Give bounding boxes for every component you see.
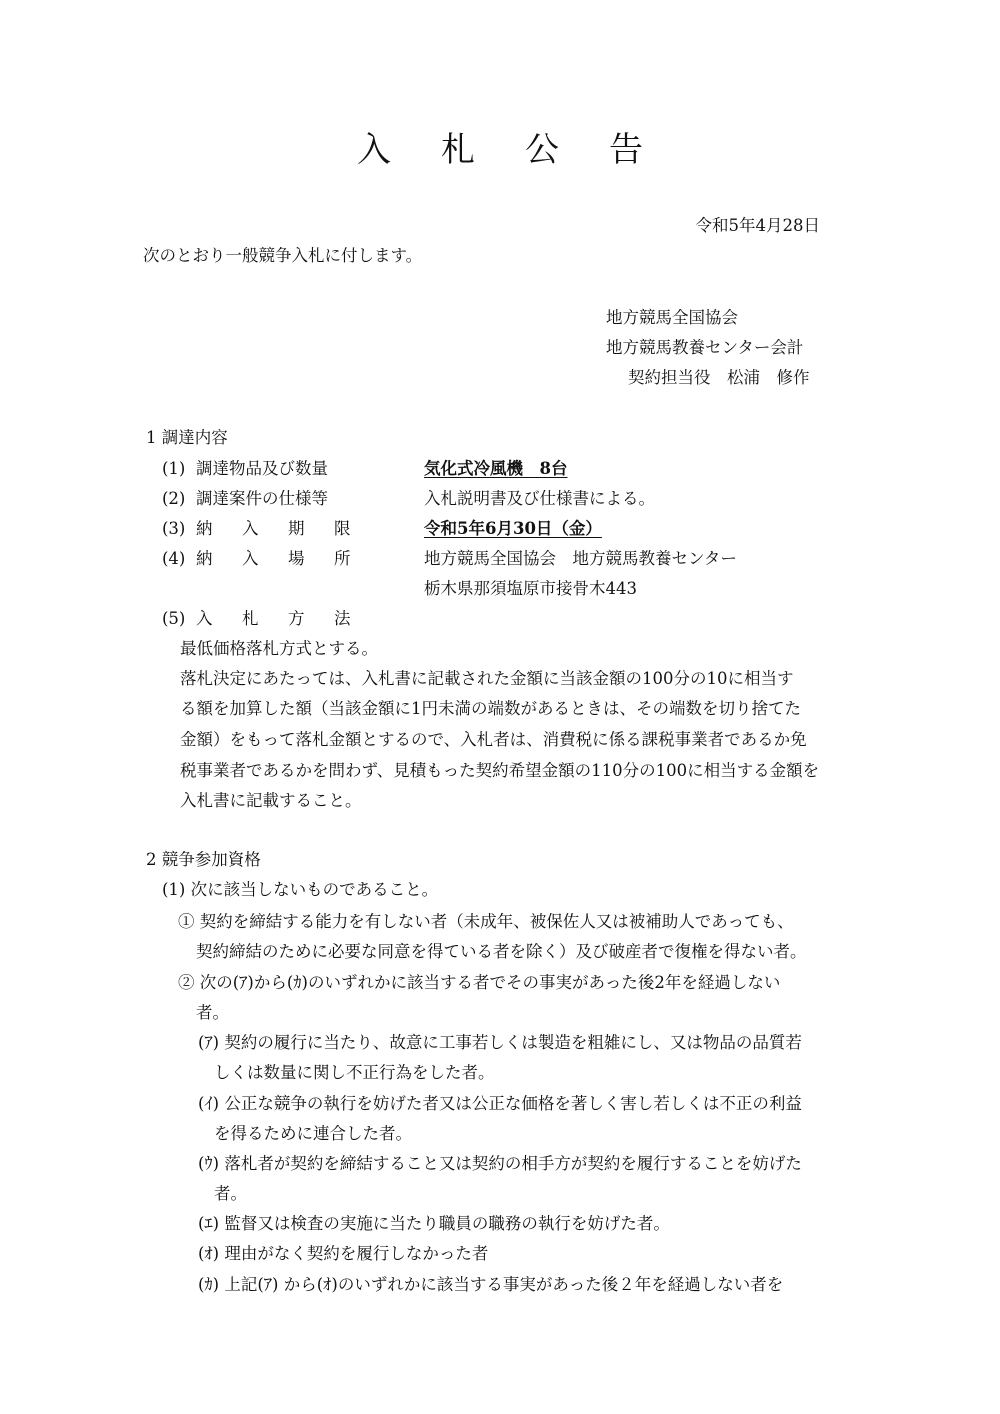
label-char: 場 (288, 549, 305, 568)
item-value: 入札説明書及び仕様書による。 (424, 489, 655, 508)
label-char: 限 (334, 519, 351, 538)
item-label (196, 519, 351, 539)
item-value-address: 栃木県那須塩原市接骨木443 (424, 579, 637, 598)
item-label (196, 609, 351, 629)
section2-heading: 2 競争参加資格 (146, 850, 261, 869)
label-char: 札 (242, 609, 259, 628)
item-label: 調達物品及び数量 (196, 459, 328, 478)
clause-o: (ｵ) 理由がなく契約を履行しなかった者 (198, 1244, 489, 1263)
label-char: 方 (288, 609, 305, 628)
label-char: 所 (334, 549, 351, 568)
clause-u-cont: 者。 (214, 1184, 247, 1203)
title-char: 告 (609, 130, 643, 170)
item-number: (3) (162, 519, 186, 538)
clause-a-cont: しくは数量に関し不正行為をした者。 (214, 1063, 495, 1082)
clause-i: (ｲ) 公正な競争の執行を妨げた者又は公正な価格を著しく害し若しくは不正の利益 (198, 1094, 802, 1113)
label-char: 納 (196, 549, 213, 568)
item-label: 調達案件の仕様等 (196, 489, 328, 508)
sub-item: ② 次の(ｱ)から(ｶ)のいずれかに該当する者でその事実があった後2年を経過しない (178, 973, 781, 992)
label-char: 納 (196, 519, 213, 538)
clause-u: (ｳ) 落札者が契約を締結すること又は契約の相手方が契約を履行することを妨げた (198, 1154, 802, 1173)
item-number: (5) (162, 609, 186, 628)
label-char: 入 (196, 609, 213, 628)
item-value: 気化式冷風機 8台 (424, 459, 568, 478)
issuer-org: 地方競馬全国協会 (606, 308, 738, 327)
paragraph-line: る額を加算した額（当該金額に1円未満の端数があるときは、その端数を切り捨てた (180, 699, 801, 718)
clause-ka: (ｶ) 上記(ｱ) から(ｵ)のいずれかに該当する事実があった後２年を経過しない者を (198, 1275, 784, 1294)
title-char: 札 (441, 130, 475, 170)
issue-date: 令和5年4月28日 (695, 216, 820, 235)
title-char: 入 (357, 130, 391, 170)
label-char: 法 (334, 609, 351, 628)
section2-item1: (1) 次に該当しないものであること。 (162, 880, 439, 899)
sub-item-cont: 契約締結のために必要な同意を得ている者を除く）及び破産者で復権を得ない者。 (196, 942, 807, 961)
item-label (196, 549, 351, 569)
paragraph-line: 税事業者であるかを問わず、見積もった契約希望金額の110分の100に相当する金額を (180, 761, 820, 780)
item-number: (4) (162, 549, 186, 568)
label-char: 期 (288, 519, 305, 538)
item-number: (1) (162, 459, 186, 478)
sub-item-cont: 者。 (196, 1003, 229, 1022)
clause-i-cont: を得るために連合した者。 (214, 1124, 412, 1143)
label-char: 入 (242, 519, 259, 538)
paragraph-line: 金額）をもって落札金額とするので、入札者は、消費税に係る課税事業者であるか免 (180, 730, 807, 749)
intro-text: 次のとおり一般競争入札に付します。 (143, 246, 423, 265)
issuer-officer: 契約担当役 松浦 修作 (628, 368, 810, 387)
item-value: 地方競馬全国協会 地方競馬教養センター (424, 549, 737, 568)
title-char: 公 (525, 130, 559, 170)
issuer-accounting: 地方競馬教養センター会計 (606, 338, 804, 357)
item-value: 令和5年6月30日（金） (424, 519, 602, 538)
clause-a: (ｱ) 契約の履行に当たり、故意に工事若しくは製造を粗雑にし、又は物品の品質若 (198, 1033, 802, 1052)
paragraph-line: 落札決定にあたっては、入札書に記載された金額に当該金額の100分の10に相当す (180, 669, 794, 688)
clause-e: (ｴ) 監督又は検査の実施に当たり職員の職務の執行を妨げた者。 (198, 1214, 670, 1233)
section1-heading: 1 調達内容 (146, 428, 228, 447)
document-title (0, 128, 1000, 172)
method-line: 最低価格落札方式とする。 (180, 639, 378, 658)
label-char: 入 (242, 549, 259, 568)
sub-item: ① 契約を締結する能力を有しない者（未成年、被保佐人又は被補助人であっても、 (178, 912, 794, 931)
item-number: (2) (162, 489, 186, 508)
paragraph-line: 入札書に記載すること。 (180, 791, 362, 810)
